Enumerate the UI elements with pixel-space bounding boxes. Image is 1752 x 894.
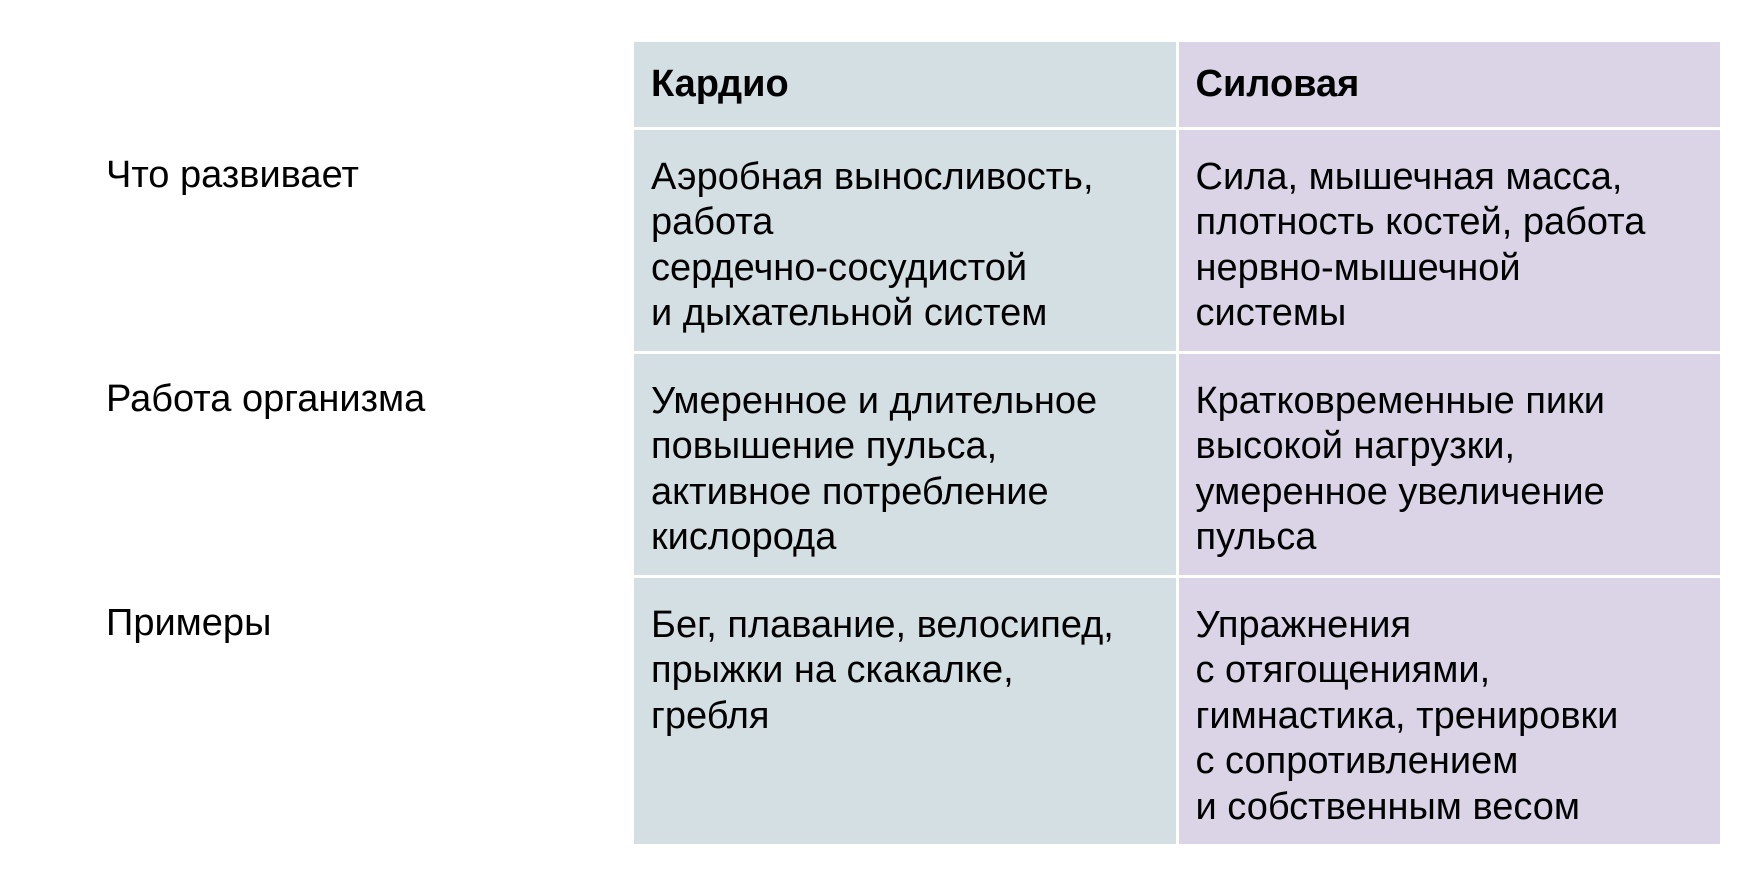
column-header-strength: Силовая [1177, 42, 1720, 128]
row-label: Что развивает [106, 154, 359, 196]
strength-cell: Кратковременные пики высокой нагрузки, умеренное увеличение пульса [1177, 352, 1720, 576]
column-header-cardio: Кардио [634, 42, 1177, 128]
comparison-table [106, 42, 1720, 844]
table-row [106, 352, 1720, 576]
header-row [106, 42, 1720, 128]
row-label: Работа организма [106, 378, 426, 420]
table-row [106, 128, 1720, 352]
table-row [106, 576, 1720, 844]
cardio-cell: Аэробная выносливость, работа сердечно-сосудистой и дыхательной систем [634, 128, 1177, 352]
strength-cell: Сила, мышечная масса, плотность костей, работа нервно-мышечной системы [1177, 128, 1720, 352]
corner-cell [106, 42, 634, 128]
cardio-cell: Бег, плавание, велосипед, прыжки на скакалке, гребля [634, 576, 1177, 844]
cardio-cell: Умеренное и длительное повышение пульса, активное потребление кислорода [634, 352, 1177, 576]
strength-cell: Упражнения с отягощениями, гимнастика, тренировки с сопротивлением и собственным весом [1177, 576, 1720, 844]
row-label: Примеры [106, 602, 272, 644]
